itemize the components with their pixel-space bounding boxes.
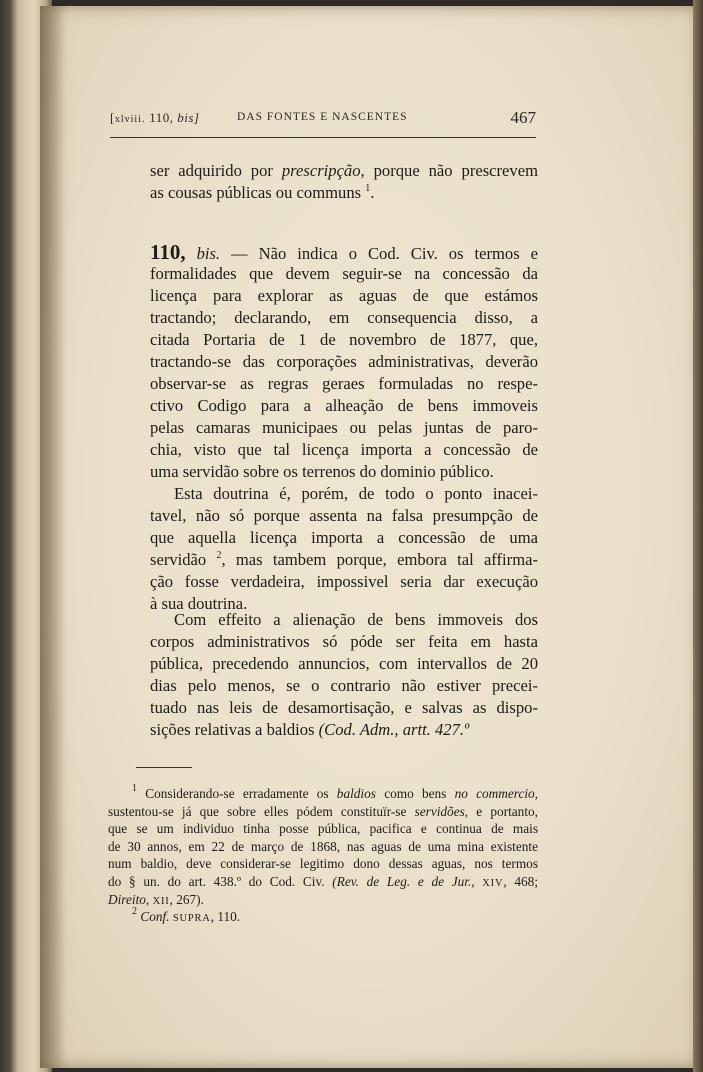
spine-shadow bbox=[40, 6, 66, 1068]
italic-text: (Rev. de Leg. e de Jur., bbox=[332, 873, 475, 889]
text-line: Esta doutrina é, porém, de todo o ponto inacei- bbox=[174, 484, 538, 503]
text-line: dias pelo menos, se o contrario não estiver precei- bbox=[150, 676, 538, 695]
text-line: citada Portaria de 1 de novembro de 1877, que, bbox=[150, 330, 538, 349]
small-caps-text: XIV bbox=[482, 877, 504, 889]
paragraph-continuation bbox=[150, 160, 538, 204]
header-reference: [xlviii. 110, bis] bbox=[110, 110, 200, 125]
text-line: Com effeito a alienação de bens immoveis dos bbox=[174, 610, 538, 629]
text-line: tavel, não só porque assenta na falsa presumpção de bbox=[150, 506, 538, 525]
text-line: chia, visto que tal licença importa a concessão de bbox=[150, 440, 538, 459]
text-line: pública, precedendo annuncios, com intervallos de 20 bbox=[150, 654, 538, 673]
text-line: que aquella licença importa a concessão de uma bbox=[150, 528, 538, 547]
footnote-1 bbox=[108, 785, 538, 908]
text-line: as cousas públicas ou communs $^1$. bbox=[150, 183, 375, 202]
italic-text: prescripção, bbox=[281, 161, 365, 180]
italic-text: Direito, bbox=[108, 891, 150, 907]
italic-text: baldios bbox=[336, 786, 376, 801]
section-bis: bis. bbox=[196, 244, 221, 263]
page-edge-right bbox=[693, 0, 703, 1072]
paragraph-110-bis bbox=[150, 241, 538, 483]
text-line: ser adquirido por prescripção, porque não prescrevem bbox=[150, 161, 538, 180]
heading-line-text: — Não indica o Cod. Civ. os termos e bbox=[220, 244, 538, 263]
footnotes bbox=[108, 785, 538, 926]
text-line: corpos administrativos só póde ser feita em hasta bbox=[150, 632, 538, 651]
footnote-line: de 30 annos, em 22 de março de 1868, nas aguas de uma mina existente bbox=[108, 838, 538, 854]
footnote-line: num baldio, deve considerar-se legitimo dono dessas aguas, nos termos bbox=[108, 856, 538, 872]
text-line: à sua doutrina. bbox=[150, 594, 248, 613]
footnote-marker: 1 bbox=[365, 183, 371, 194]
small-caps-text: XII bbox=[152, 895, 170, 907]
italic-text: servidões, bbox=[414, 803, 469, 819]
text-line: servidão $^2$, mas tambem porque, embora tal affirma- bbox=[150, 550, 538, 569]
italic-text: no commercio, bbox=[454, 786, 539, 801]
footnote-line: $^2$ Conf. SUPRA, 110. bbox=[132, 906, 241, 925]
small-caps-text: SUPRA bbox=[172, 913, 211, 925]
paragraph-heading-line bbox=[150, 241, 538, 263]
italic-text: Conf. bbox=[140, 909, 170, 925]
text-line: tractando; declarando, em consequencia disso, a bbox=[150, 308, 538, 327]
footnote-marker: 2 bbox=[216, 550, 222, 561]
text-line: licença para explorar as aguas de que estámos bbox=[150, 286, 538, 305]
text-line: pelas camaras municipaes ou pelas juntas de paro- bbox=[150, 418, 538, 437]
footnote-rule bbox=[136, 767, 192, 768]
footnote-line: sustentou-se já que sobre elles pódem constituïr-se servidões, e portanto, bbox=[108, 803, 538, 819]
text-line: ção fosse verdadeira, impossivel seria dar execução bbox=[150, 572, 538, 591]
text-line: uma servidão sobre os terrenos do dominio público. bbox=[150, 462, 494, 481]
footnote-marker: 1 bbox=[132, 783, 137, 794]
footnote-2 bbox=[108, 908, 538, 926]
section-number: 110, bbox=[150, 240, 186, 264]
footnote-line: que se um individuo tinha posse pública, pacifica e continua de mais bbox=[108, 821, 538, 837]
italic-text: (Cod. Adm., artt. 427.º bbox=[318, 720, 470, 739]
footnote-line: $^1$ Considerando-se erradamente os baldios como bens no commercio, bbox=[132, 783, 539, 801]
text-line: sições relativas a baldios (Cod. Adm., artt. 427.º bbox=[150, 720, 470, 739]
running-header bbox=[110, 110, 536, 134]
header-title: DAS FONTES E NASCENTES bbox=[237, 111, 408, 123]
text-line: formalidades que devem seguir-se na concessão da bbox=[150, 264, 538, 283]
page-number: 467 bbox=[510, 108, 536, 127]
footnote-marker: 2 bbox=[132, 906, 137, 918]
text-line: tuado nas leis de desamortisação, e salvas as dispo- bbox=[150, 698, 538, 717]
header-rule bbox=[110, 137, 536, 138]
footnote-line: do § un. do art. 438.º do Cod. Civ. (Rev. de Leg. e de Jur., XIV, 468; bbox=[108, 873, 539, 889]
paragraph-alienacao bbox=[150, 609, 538, 741]
text-line: tractando-se das corporações administrativas, deverão bbox=[150, 352, 538, 371]
paragraph-doutrina bbox=[150, 483, 538, 615]
text-line: observar-se as regras geraes formuladas no respe- bbox=[150, 374, 538, 393]
text-line: ctivo Codigo para a alheação de bens immoveis bbox=[150, 396, 538, 415]
footnote-line: Direito, XII, 267). bbox=[108, 891, 204, 907]
paragraph-110-bis-body bbox=[150, 263, 538, 483]
